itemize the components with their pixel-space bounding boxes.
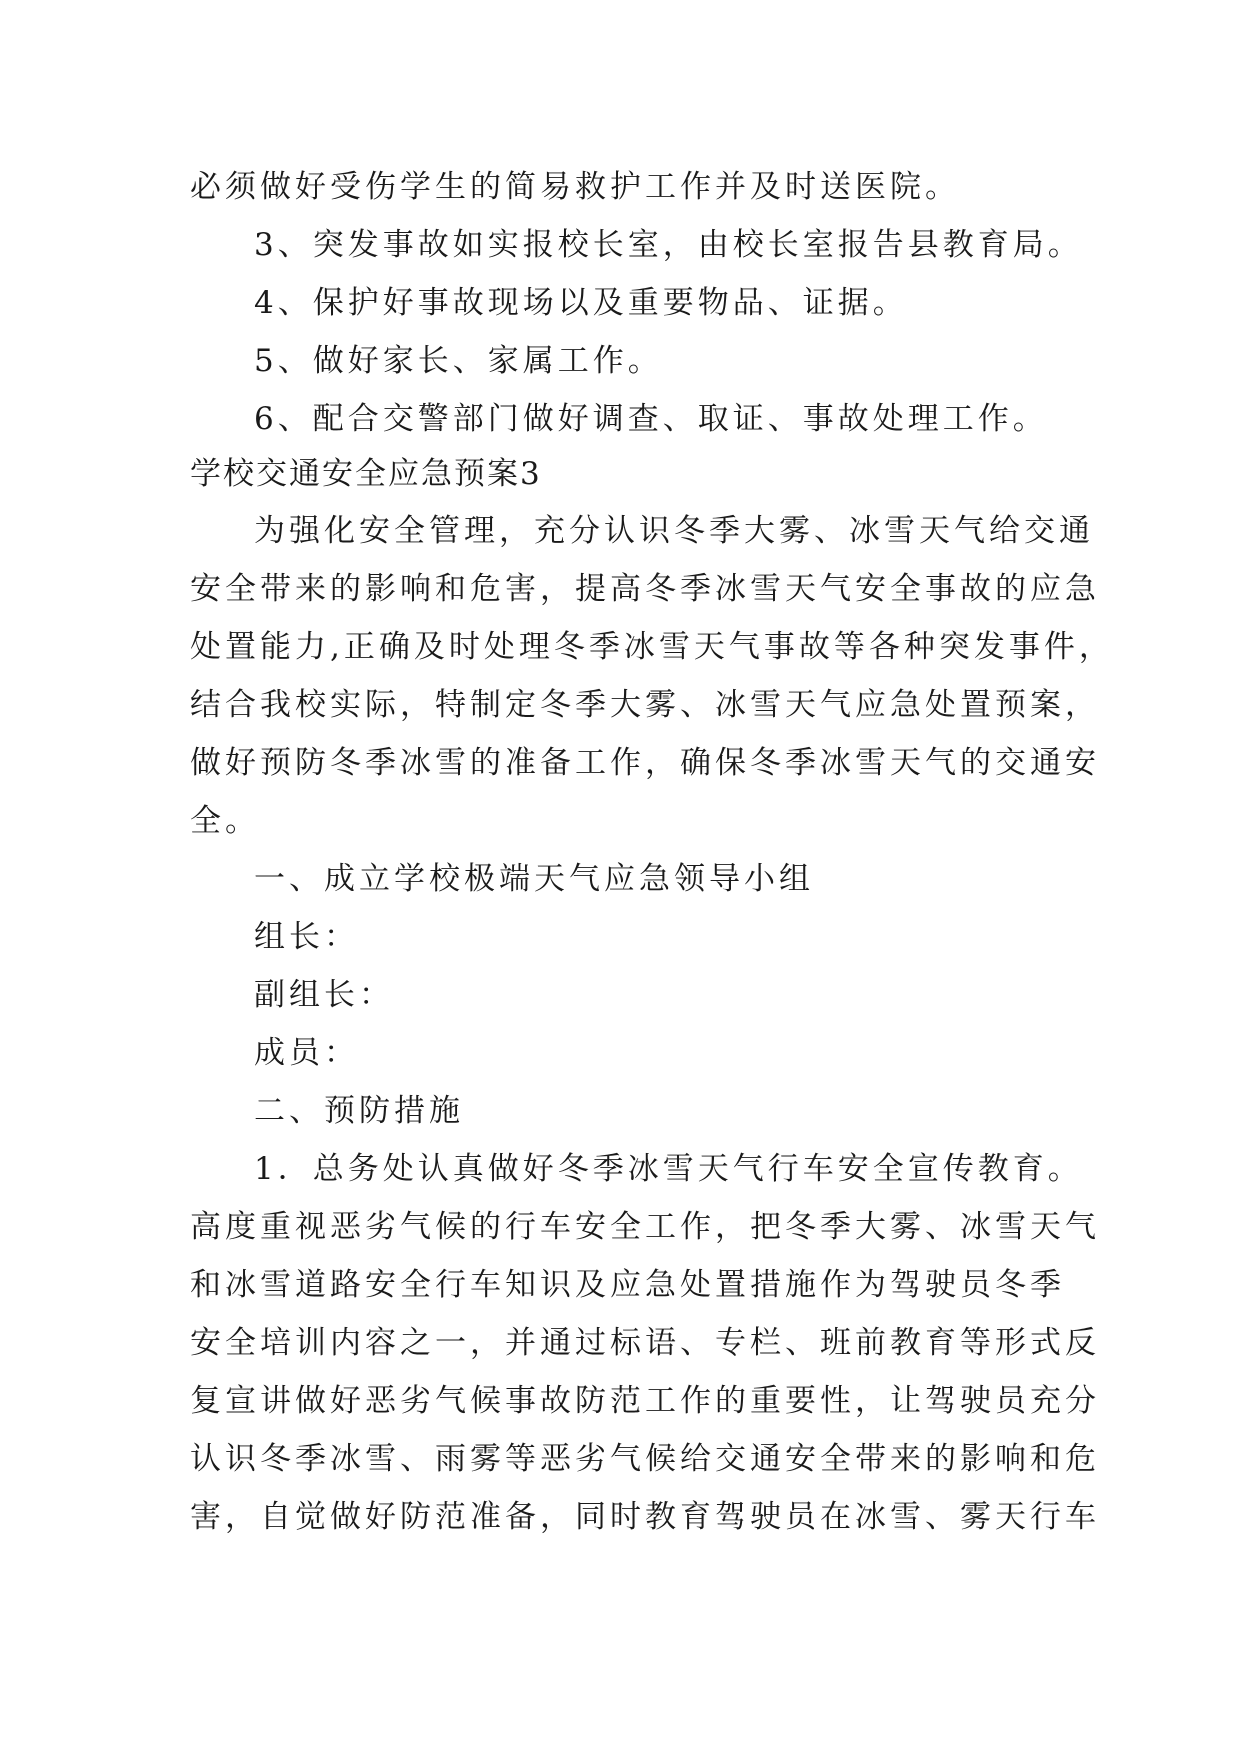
paragraph-line: 复宣讲做好恶劣气候事故防范工作的重要性，让驾驶员充分 <box>190 1383 1100 1419</box>
paragraph-line: 必须做好受伤学生的简易救护工作并及时送医院。 <box>190 169 960 205</box>
paragraph-line: 一、成立学校极端天气应急领导小组 <box>254 861 814 897</box>
paragraph-line: 6、配合交警部门做好调查、取证、事故处理工作。 <box>254 401 1048 437</box>
paragraph-line: 为强化安全管理，充分认识冬季大雾、冰雪天气给交通 <box>254 513 1094 549</box>
paragraph-line: 5、做好家长、家属工作。 <box>254 343 663 379</box>
paragraph-line: 副组长： <box>254 977 394 1013</box>
paragraph-line: 二、预防措施 <box>254 1093 464 1129</box>
paragraph-line: 和冰雪道路安全行车知识及应急处置措施作为驾驶员冬季 <box>190 1267 1065 1303</box>
section-title: 学校交通安全应急预案3 <box>190 456 542 492</box>
paragraph-line: 3、突发事故如实报校长室，由校长室报告县教育局。 <box>254 227 1083 263</box>
paragraph-line: 害，自觉做好防范准备，同时教育驾驶员在冰雪、雾天行车 <box>190 1499 1100 1535</box>
paragraph-line: 结合我校实际，特制定冬季大雾、冰雪天气应急处置预案， <box>190 687 1100 723</box>
paragraph-line: 组长： <box>254 919 359 955</box>
document-content <box>190 158 1114 1546</box>
paragraph-line: 1．总务处认真做好冬季冰雪天气行车安全宣传教育。 <box>254 1151 1083 1187</box>
paragraph-line: 全。 <box>190 803 260 839</box>
paragraph-line: 安全带来的影响和危害，提高冬季冰雪天气安全事故的应急 <box>190 571 1100 607</box>
paragraph-line: 成员： <box>254 1035 359 1071</box>
paragraph-line: 4、保护好事故现场以及重要物品、证据。 <box>254 285 908 321</box>
paragraph-line: 做好预防冬季冰雪的准备工作，确保冬季冰雪天气的交通安 <box>190 745 1100 781</box>
paragraph-line: 安全培训内容之一，并通过标语、专栏、班前教育等形式反 <box>190 1325 1100 1361</box>
paragraph-line: 认识冬季冰雪、雨雾等恶劣气候给交通安全带来的影响和危 <box>190 1441 1100 1477</box>
paragraph-line: 高度重视恶劣气候的行车安全工作，把冬季大雾、冰雪天气 <box>190 1209 1100 1245</box>
paragraph-line: 处置能力,正确及时处理冬季冰雪天气事故等各种突发事件， <box>190 629 1114 665</box>
